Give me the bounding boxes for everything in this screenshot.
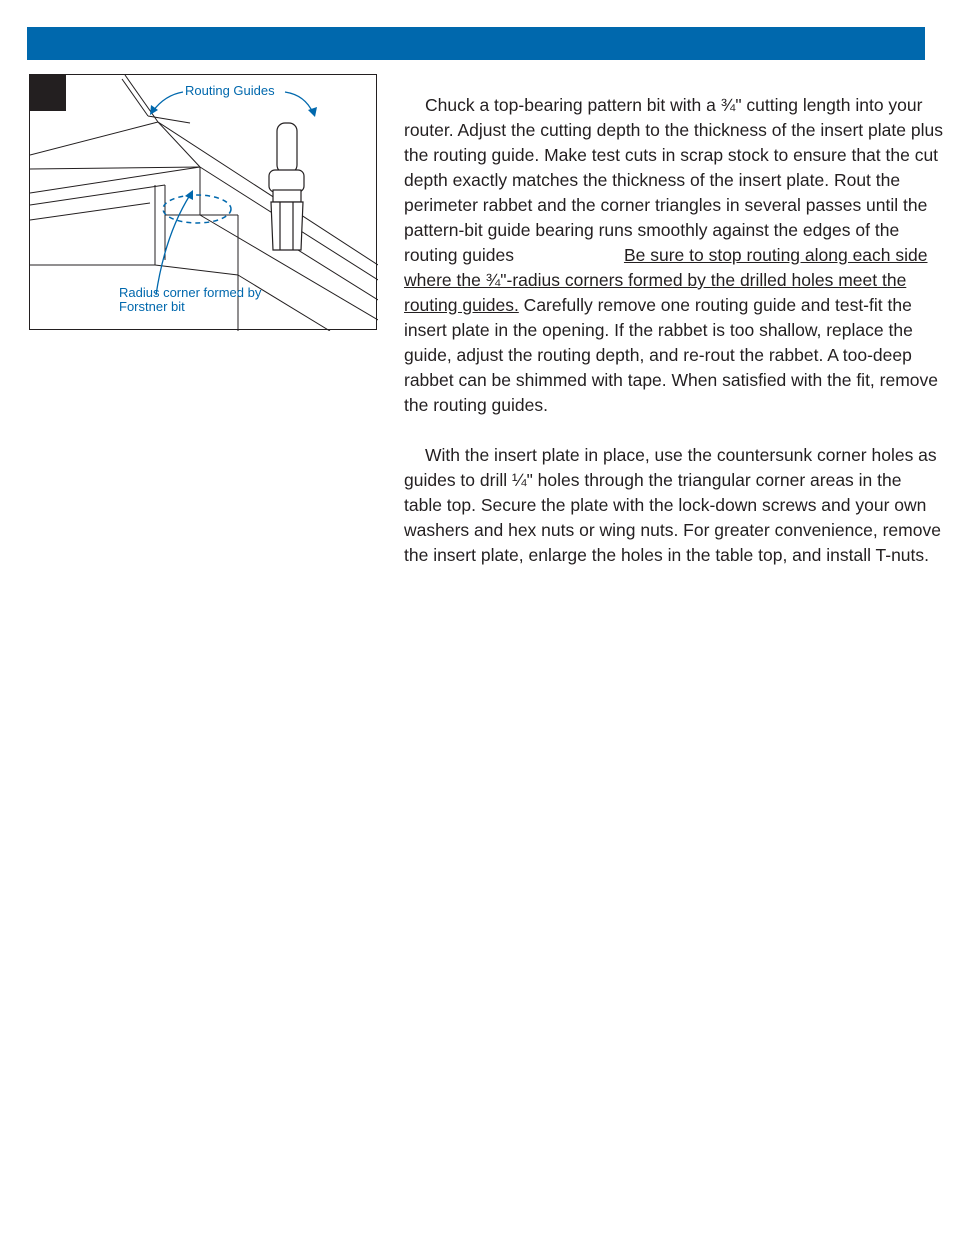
- callout-radius-corner-line2: Forstner bit: [119, 299, 185, 314]
- paragraph-routing-part2: Carefully remove one routing guide and test-fit the insert plate in the opening. If the rabbet is too shallow, replace the guide, adjust the routing depth, and re-rout the rabbet. A too-deep rabbet can be shimmed with tape. When satisfied with the fit, remove the routing guides.: [404, 295, 939, 415]
- routing-illustration: [29, 74, 377, 330]
- paragraph-routing-part1: Chuck a top-bearing pattern bit with a ¾" cutting length into your router. Adjust the cutting depth to the thickness of the insert plate plus the routing guide. Make test cuts in scrap stock to ensure that the cut depth exactly matches the thickness of the insert plate. Rout the perimeter rabbet and the corner triangles in several passes until the pattern-bit guide bearing runs smoothly against the edges of the routing guides: [404, 95, 943, 265]
- paragraph-routing-warning: Be sure to stop routing along each side where the ¾"-radius corners formed by the drilled holes meet the routing guides.: [404, 245, 928, 315]
- section-header-bar: [27, 27, 925, 60]
- paragraph-drilling: With the insert plate in place, use the countersunk corner holes as guides to drill ¼" holes through the triangular corner areas in the table top. Secure the plate with the lock-down screws and your own washers and hex nuts or wing nuts. For greater convenience, remove the insert plate, enlarge the holes in the table top, and install T-nuts.: [404, 445, 941, 565]
- instruction-text: [404, 93, 944, 593]
- paragraph-routing: [404, 93, 944, 418]
- figure-number-box: [30, 75, 66, 111]
- callout-radius-corner-line1: Radius corner formed by: [119, 285, 262, 300]
- callout-routing-guides: Routing Guides: [185, 83, 275, 98]
